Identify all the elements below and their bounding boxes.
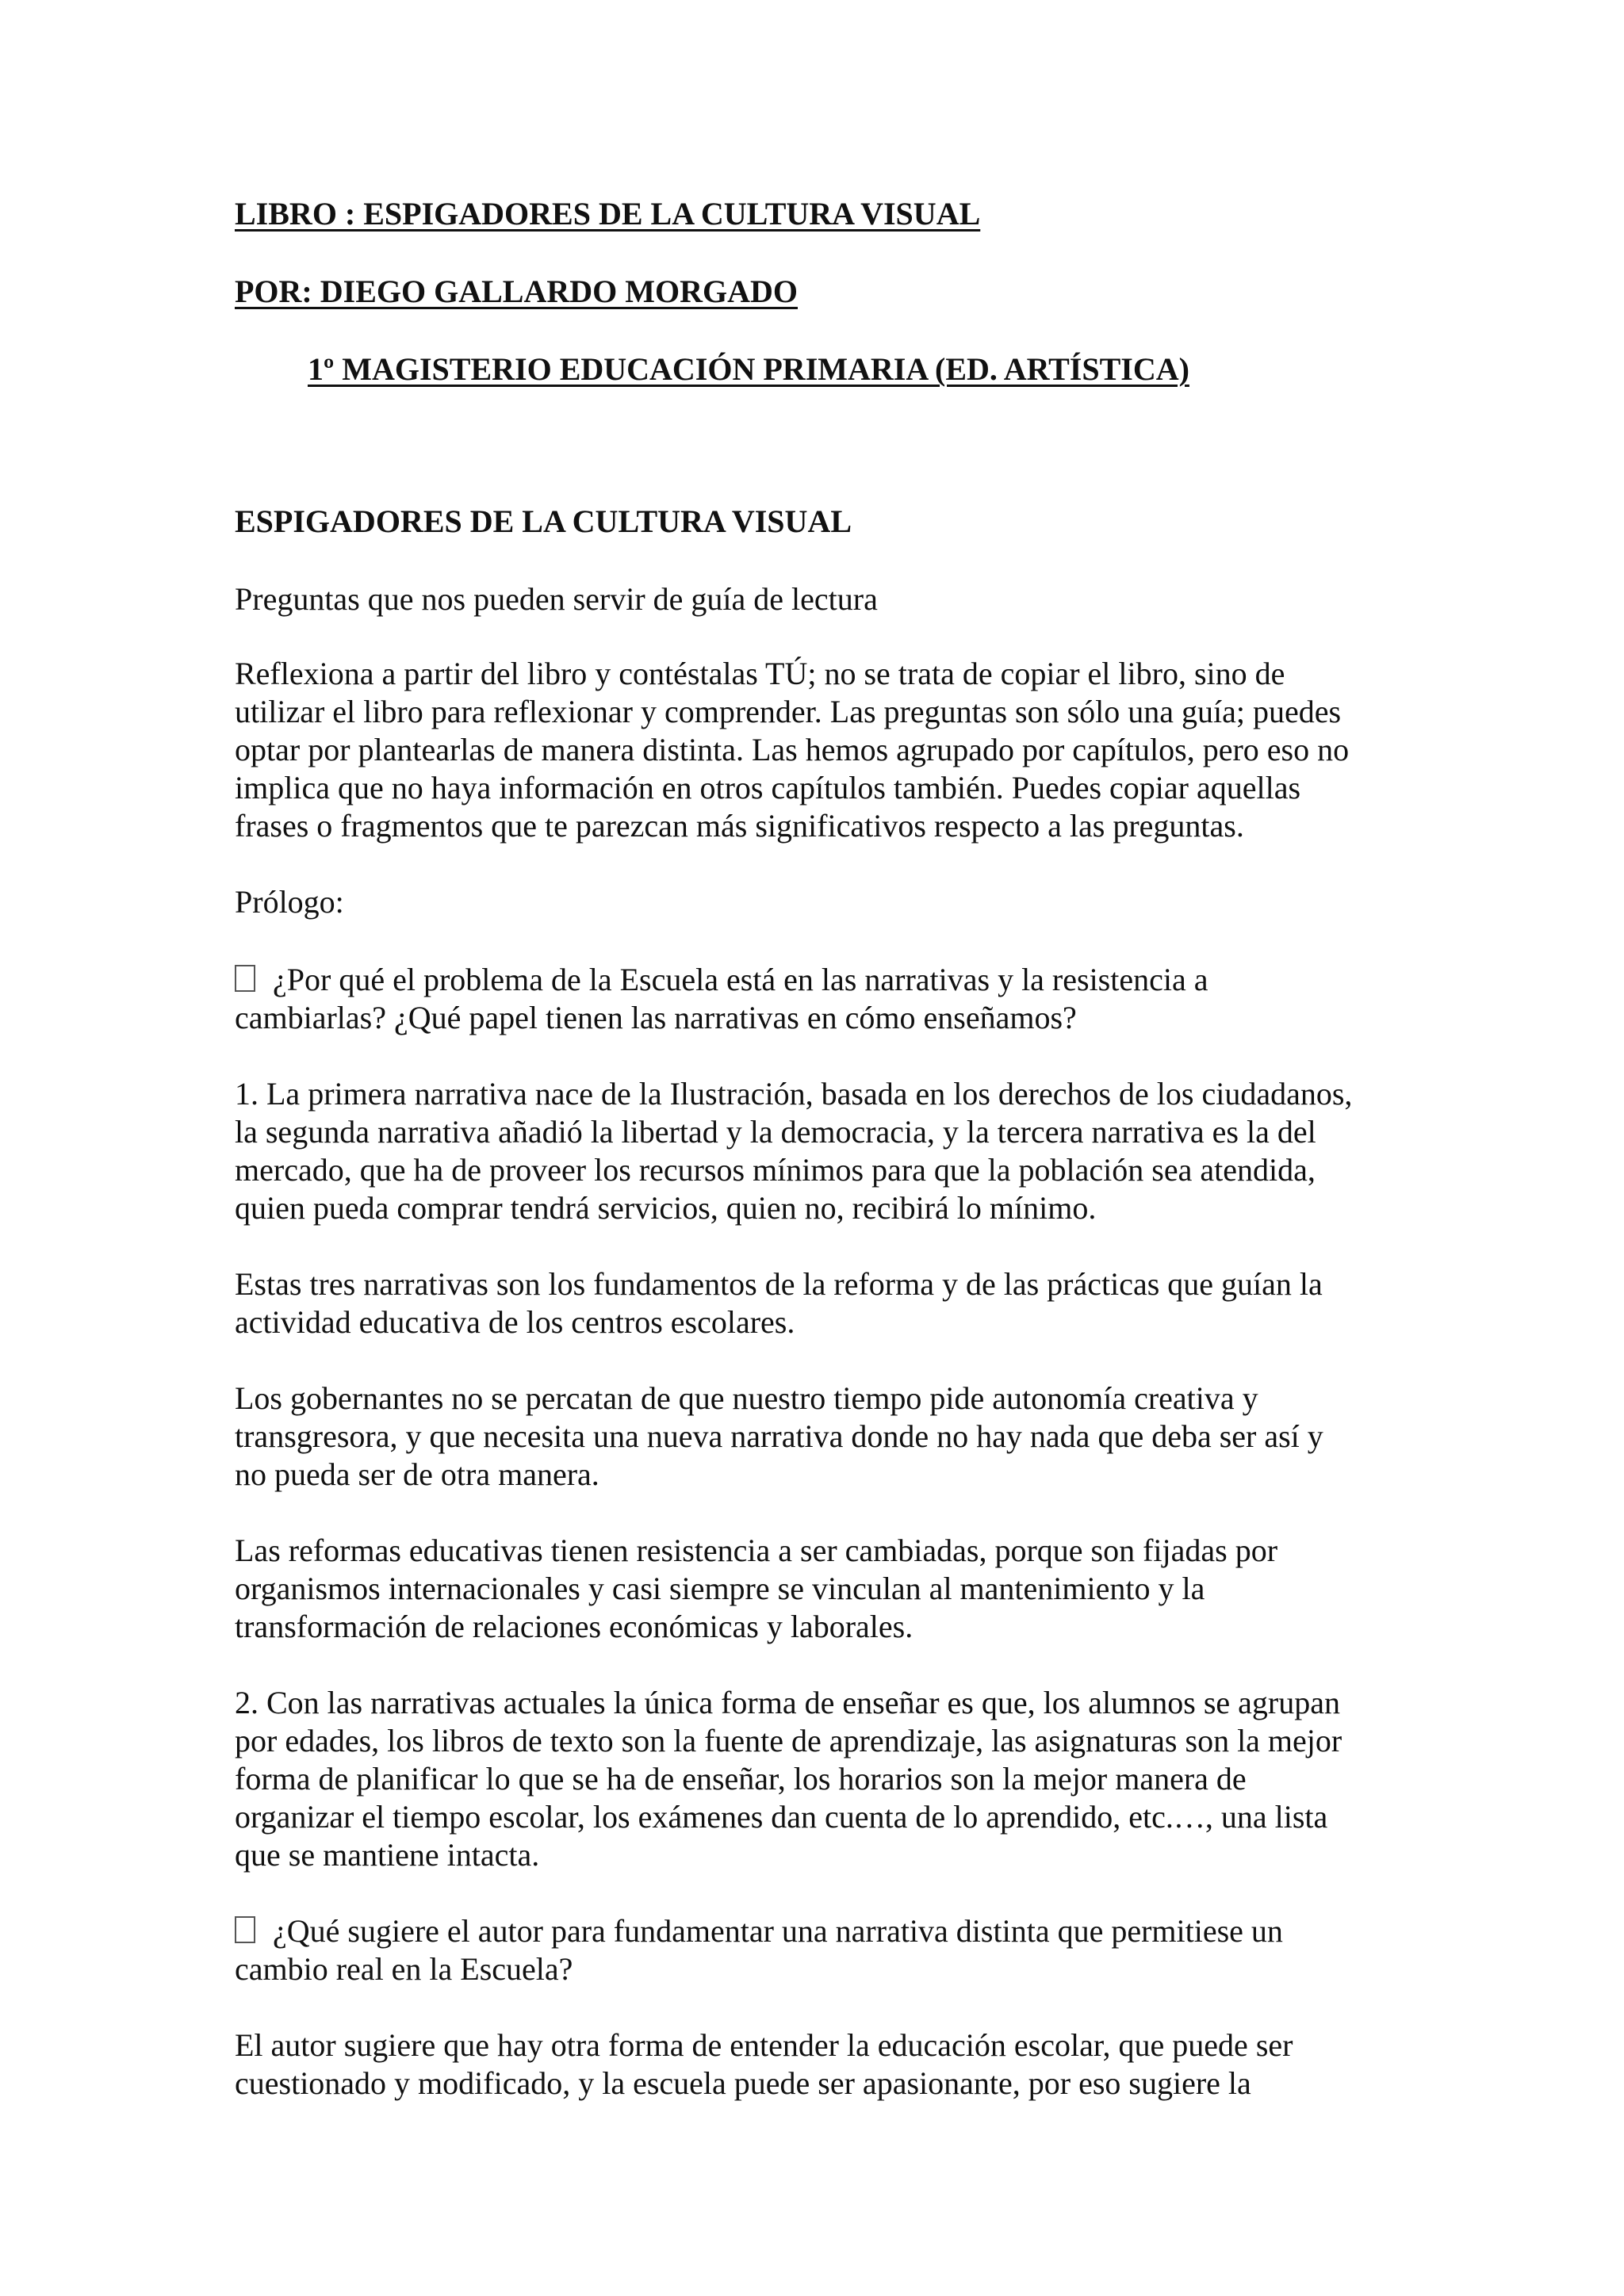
instructions-line: frases o fragmentos que te parezcan más significativos respecto a las preguntas.: [235, 808, 1244, 844]
answer-line: que se mantiene intacta.: [235, 1837, 540, 1873]
answer-line: forma de planificar lo que se ha de enseñar, los horarios son la mejor manera de: [235, 1761, 1247, 1797]
answer-line: Las reformas educativas tienen resistencia a ser cambiadas, porque son fijadas por: [235, 1533, 1278, 1568]
document-subtitle: Preguntas que nos pueden servir de guía de lectura: [235, 581, 878, 617]
checkbox-bullet-icon: [235, 965, 255, 992]
answer-line: El autor sugiere que hay otra forma de entender la educación escolar, que puede ser: [235, 2027, 1293, 2063]
answer-line: por edades, los libros de texto son la fuente de aprendizaje, las asignaturas son la mejor: [235, 1723, 1342, 1758]
answer-line: organizar el tiempo escolar, los exámenes dan cuenta de lo aprendido, etc.…, una lista: [235, 1799, 1328, 1835]
book-title-header: LIBRO : ESPIGADORES DE LA CULTURA VISUAL: [235, 196, 981, 232]
instructions-line: utilizar el libro para reflexionar y comprender. Las preguntas son sólo una guía; puedes: [235, 694, 1342, 729]
answer-line: 1. La primera narrativa nace de la Ilustración, basada en los derechos de los ciudadanos,: [235, 1076, 1353, 1112]
answer-line: la segunda narrativa añadió la libertad y la democracia, y la tercera narrativa es la del: [235, 1114, 1316, 1150]
section-prologo-heading: Prólogo:: [235, 884, 344, 920]
question-2-text: ¿Qué sugiere el autor para fundamentar una narrativa distinta que permitiese un: [273, 1913, 1283, 1949]
instructions-line: implica que no haya información en otros capítulos también. Puedes copiar aquellas: [235, 770, 1301, 806]
document-title: ESPIGADORES DE LA CULTURA VISUAL: [235, 503, 852, 539]
answer-line: 2. Con las narrativas actuales la única forma de enseñar es que, los alumnos se agrupan: [235, 1685, 1340, 1720]
answer-line: Estas tres narrativas son los fundamentos de la reforma y de las prácticas que guían la: [235, 1266, 1323, 1302]
question-1-text: ¿Por qué el problema de la Escuela está en las narrativas y la resistencia a: [273, 962, 1208, 997]
instructions-line: optar por plantearlas de manera distinta. Las hemos agrupado por capítulos, pero eso no: [235, 732, 1350, 767]
checkbox-bullet-icon: [235, 1916, 255, 1943]
question-2-line: cambio real en la Escuela?: [235, 1951, 573, 1987]
course-header: 1º MAGISTERIO EDUCACIÓN PRIMARIA (ED. ARTÍSTICA): [308, 351, 1189, 387]
answer-line: mercado, que ha de proveer los recursos mínimos para que la población sea atendida,: [235, 1152, 1316, 1188]
instructions-line: Reflexiona a partir del libro y contéstalas TÚ; no se trata de copiar el libro, sino de: [235, 656, 1285, 691]
answer-line: transformación de relaciones económicas y laborales.: [235, 1609, 914, 1644]
answer-line: actividad educativa de los centros escolares.: [235, 1304, 795, 1340]
answer-line: cuestionado y modificado, y la escuela puede ser apasionante, por eso sugiere la: [235, 2065, 1251, 2101]
answer-line: quien pueda comprar tendrá servicios, quien no, recibirá lo mínimo.: [235, 1190, 1097, 1226]
answer-line: Los gobernantes no se percatan de que nuestro tiempo pide autonomía creativa y: [235, 1380, 1258, 1416]
question-2-line: [235, 1912, 1283, 1950]
answer-line: organismos internacionales y casi siempre se vinculan al mantenimiento y la: [235, 1571, 1205, 1606]
answer-line: no pueda ser de otra manera.: [235, 1456, 599, 1492]
author-header: POR: DIEGO GALLARDO MORGADO: [235, 274, 798, 309]
question-1-line: [235, 961, 1208, 999]
answer-line: transgresora, y que necesita una nueva narrativa donde no hay nada que deba ser así y: [235, 1418, 1323, 1454]
question-1-line: cambiarlas? ¿Qué papel tienen las narrativas en cómo enseñamos?: [235, 1000, 1077, 1035]
